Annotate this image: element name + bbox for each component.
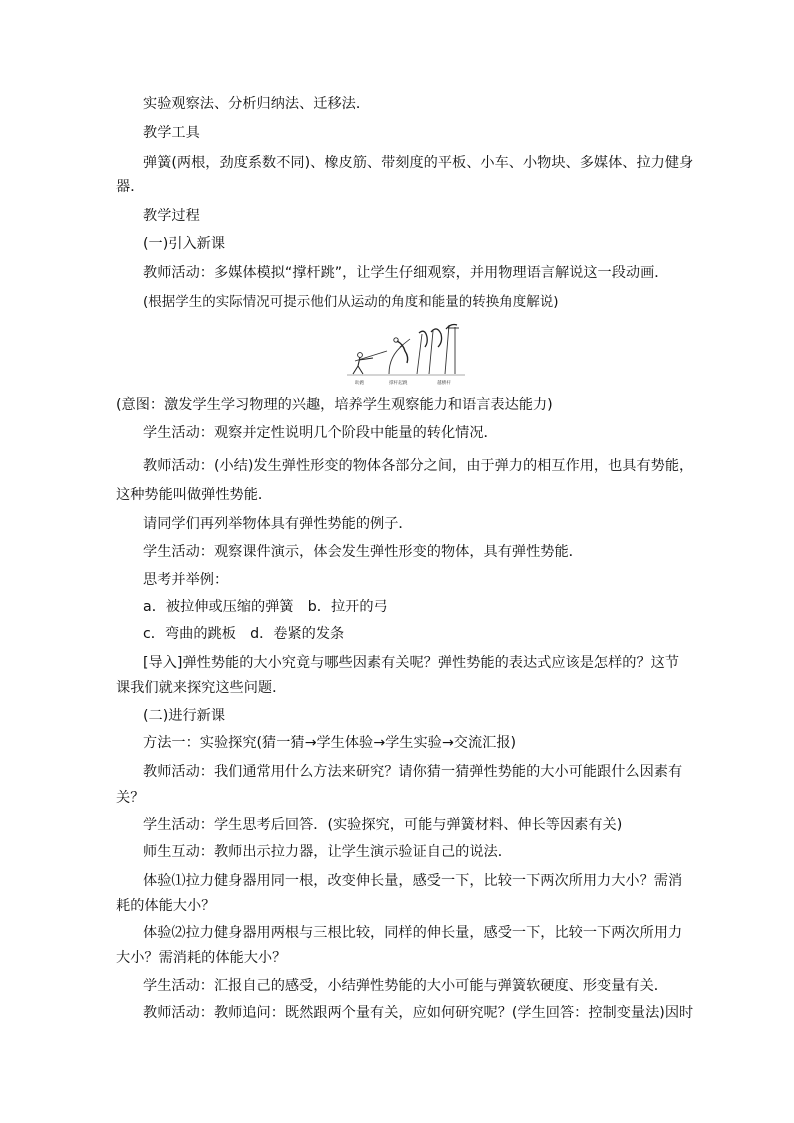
think-line: 思考并举例：	[143, 572, 229, 588]
teacher-question-line-cont: 关？	[116, 790, 145, 806]
teacher-question-line: 教师活动：我们通常用什么方法来研究？请你猜一猜弹性势能的大小可能跟什么因素有	[143, 764, 683, 780]
tools-line-cont: 器．	[116, 179, 145, 195]
summary-line-cont: 这种势能叫做弹性势能．	[116, 487, 273, 503]
hint-line: (根据学生的实际情况可提示他们从运动的角度和能量的转换角度解说)	[143, 294, 559, 310]
example-cd-line: c．弯曲的跳板 d．卷紧的发条	[143, 626, 345, 642]
student-observe-line: 学生活动：观察课件演示，体会发生弹性形变的物体，具有弹性势能．	[143, 544, 583, 560]
lead-in-line: [导入]弹性势能的大小究竟与哪些因素有关呢？弹性势能的表达式应该是怎样的？这节	[143, 655, 680, 671]
interaction-line: 师生互动：教师出示拉力器，让学生演示验证自己的说法．	[143, 844, 512, 860]
teacher-activity-line: 教师活动：多媒体模拟“撑杆跳”，让学生仔细观察，并用物理语言解说这一段动画．	[143, 265, 669, 281]
lead-in-line-cont: 课我们就来探究这些问题．	[116, 680, 287, 696]
tools-line: 弹簧(两根，劲度系数不同)、橡皮筋、带刻度的平板、小车、小物块、多媒体、拉力健身	[143, 155, 694, 171]
student-report-line: 学生活动：汇报自己的感受，小结弹性势能的大小可能与弹簧软硬度、形变量有关．	[143, 978, 668, 994]
experience-one-line-cont: 耗的体能大小？	[116, 898, 216, 914]
pole-vault-figure	[345, 321, 467, 387]
student-activity-line: 学生活动：观察并定性说明几个阶段中能量的转化情况．	[143, 425, 498, 441]
caption-takeoff: 撑杆起跳	[389, 381, 408, 386]
experience-two-line-cont: 大小？需消耗的体能大小？	[116, 950, 287, 966]
intent-line: (意图：激发学生学习物理的兴趣，培养学生观察能力和语言表达能力)	[116, 397, 553, 413]
summary-line: 教师活动：(小结)发生弹性形变的物体各部分之间，由于弹力的相互作用，也具有势能，	[143, 458, 694, 474]
tools-heading: 教学工具	[143, 125, 200, 141]
section-intro-heading: (一)引入新课	[143, 236, 226, 252]
process-heading: 教学过程	[143, 208, 200, 224]
example-ab-line: a．被拉伸或压缩的弹簧 b．拉开的弓	[143, 599, 388, 615]
teacher-followup-line: 教师活动：教师追问：既然跟两个量有关，应如何研究呢？(学生回答：控制变量法)因时	[143, 1005, 694, 1021]
example-request-line: 请同学们再列举物体具有弹性势能的例子．	[143, 516, 413, 532]
methods-line: 实验观察法、分析归纳法、迁移法．	[143, 96, 371, 112]
experience-one-line: 体验⑴拉力健身器用同一根，改变伸长量，感受一下，比较一下两次所用力大小？需消	[143, 873, 683, 889]
section-new-heading: (二)进行新课	[143, 708, 226, 724]
student-answer-line: 学生活动：学生思考后回答．(实验探究，可能与弹簧材料、伸长等因素有关)	[143, 817, 623, 833]
method-one-line: 方法一：实验探究(猜一猜→学生体验→学生实验→交流汇报)	[143, 735, 517, 751]
caption-clear: 越横杆	[437, 381, 451, 386]
experience-two-line: 体验⑵拉力健身器用两根与三根比较，同样的伸长量，感受一下，比较一下两次所用力	[143, 925, 683, 941]
caption-run: 助跑	[355, 381, 365, 386]
